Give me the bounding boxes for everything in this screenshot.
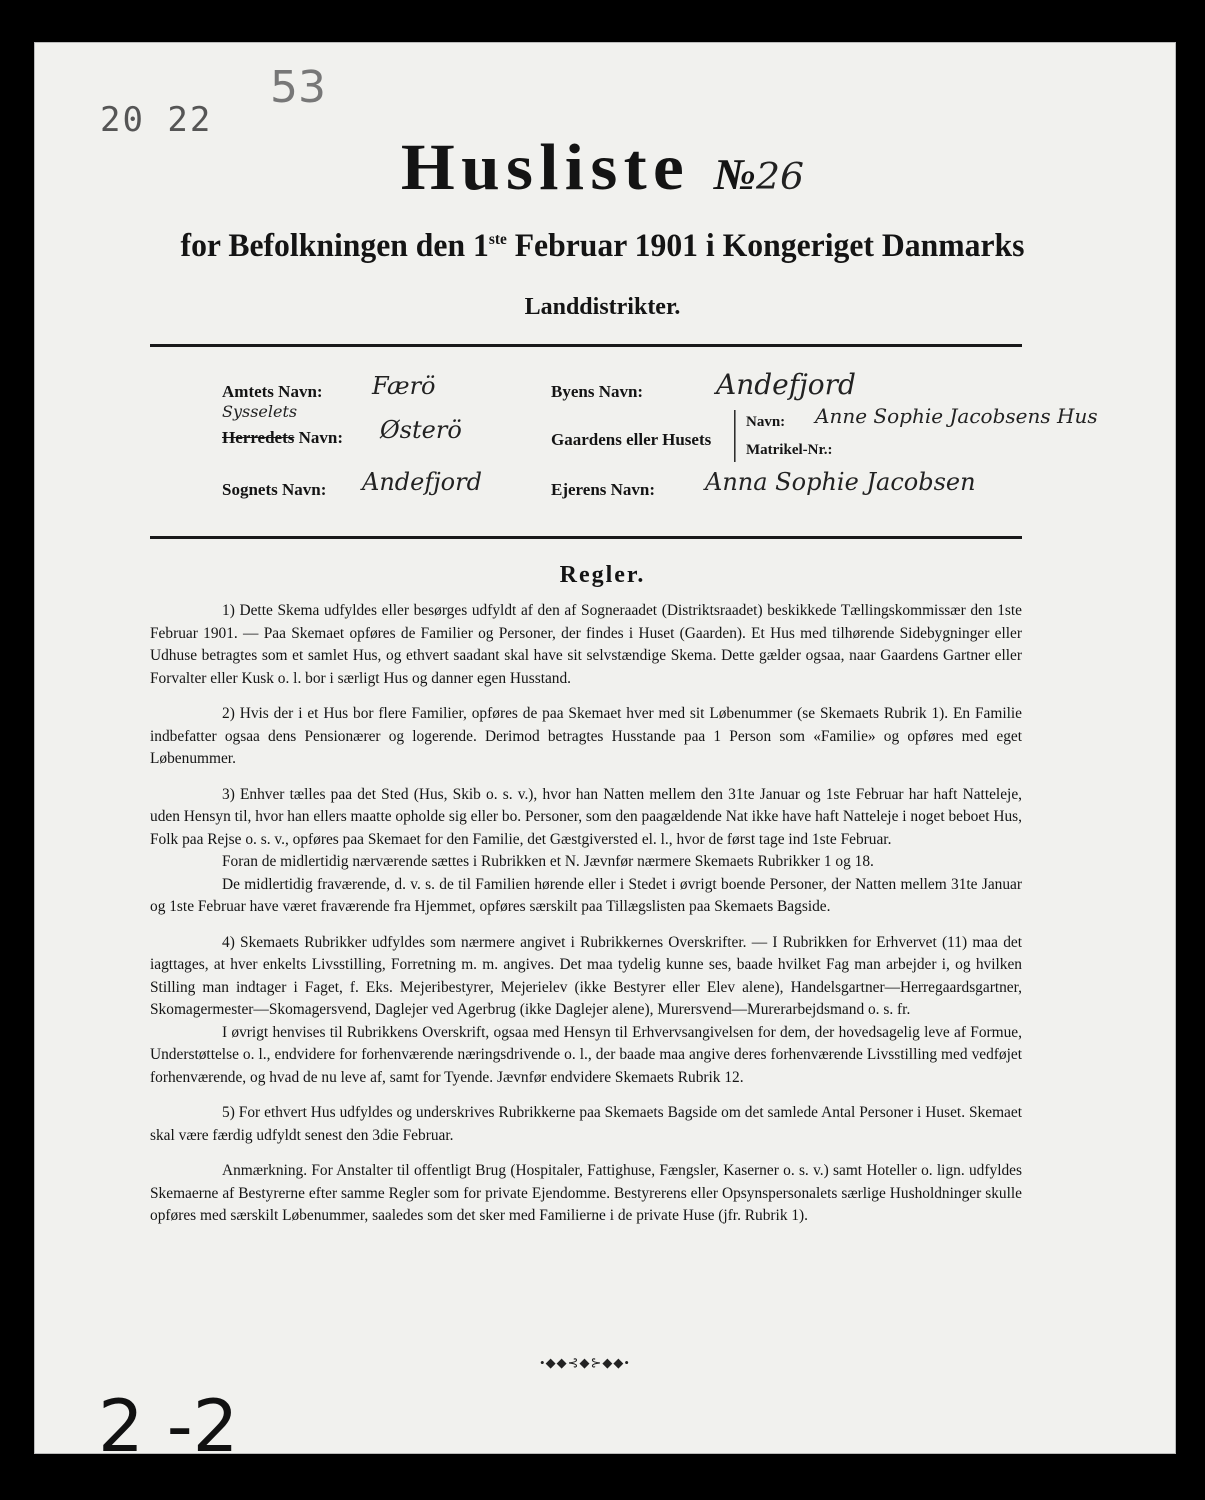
brace-top: | (732, 406, 738, 437)
gaard-label: Gaardens eller Husets (551, 430, 712, 449)
page-title (0, 130, 1205, 206)
archive-stamp-numbers: 20 22 (100, 100, 213, 140)
rule-paragraph: 4) Skemaets Rubrikker udfyldes som nærmere angivet i Rubrikkernes Overskrifter. — I Rubrikken for Erhvervet (11) maa det iagttages, at hver enkelts Livsstilling, Forretning m. m. angives. Det maa tydelig kunne ses, baade hvilket Fag man arbejder i, og hvilken Stilling man indtager i Faget, f. Eks. Mejeribestyrer, Mejerielev (ikke Bestyrer eller Elev alene), Handelsgartner—Herregaardsgartner, Skomagermester—Skomagersvend, Daglejer ved Agerbrug (ikke Daglejer alene), Murersvend—Murerarbejdsmand o. s. fr. (150, 933, 1022, 1018)
brace-bottom: | (732, 432, 738, 463)
rules-heading: Regler. (559, 562, 646, 588)
ejer-value: Anna Sophie Jacobsen (705, 468, 976, 496)
handwritten-page-mark: 2 -2 (98, 1384, 239, 1468)
district-heading: Landdistrikter. (524, 294, 681, 320)
middle-divider (150, 536, 1022, 539)
rule-paragraph: De midlertidig fraværende, d. v. s. de til Familien hørende eller i Stedet i øvrigt boende Personer, der Natten mellem 31te Januar og 1ste Februar have været fraværende fra Hjemmet, opføres særskilt paa Tillægslisten paa Skemaets Bagside. (150, 875, 1022, 915)
pencil-number: 53 (270, 62, 326, 113)
rule-paragraph: Foran de midlertidig nærværende sættes i Rubrikken et N. Jævnfør nærmere Skemaets Rubrikker 1 og 18. (222, 853, 874, 870)
herred-overwrite: Sysselets (222, 402, 298, 421)
matrikel-label: Matrikel-Nr.: (746, 442, 833, 458)
sogn-label: Sognets Navn: (222, 480, 327, 499)
herred-struck-word: Herredets (222, 428, 295, 447)
herred-label (222, 428, 343, 448)
ejer-label: Ejerens Navn: (551, 480, 656, 499)
sogn-value: Andefjord (362, 468, 482, 496)
rule-paragraph: 1) Dette Skema udfyldes eller besørges udfyldt af den af Sogneraadet (Distriktsraadet) beskikkede Tællingskommissær den 1ste Februar 1901. — Paa Skemaet opføres de Familier og Personer, der findes i Huset (Gaarden). Et Hus med tilhørende Sidebygninger eller Udhuse betragtes som et samlet Hus, og ethvert saadant skal have sit selvstændige Skema. Dette gælder ogsaa, naar Gaardens Gartner eller Forvalter eller Kusk o. l. bor i særligt Hus og danner egen Husstand. (150, 602, 1022, 687)
rule-paragraph: 3) Enhver tælles paa det Sted (Hus, Skib o. s. v.), hvor han Natten mellem den 31te Januar og 1ste Februar har haft Natteleje, uden Hensyn til, hvor han ellers maatte opholde sig eller bo. Personer, som den paagældende Nat ikke have haft Natteleje i noget beboet Hus, Folk paa Rejse o. s. v., opføres paa Skemaet for den Familie, det Gæstgiversted el. l., hvor de først tage ind 1ste Februar. (150, 785, 1022, 848)
herred-label-suffix: Navn: (294, 428, 344, 447)
navn-value: Anne Sophie Jacobsens Hus (815, 404, 1098, 428)
household-number: 26 (755, 157, 805, 198)
note-paragraph: Anmærkning. For Anstalter til offentligt Brug (Hospitaler, Fattighuse, Fængsler, Kaserner o. s. v.) samt Hoteller o. lign. udfyldes Skemaerne af Bestyrerne efter samme Regler som for private Ejendomme. Bestyrerens eller Opsynspersonalets særlige Husholdninger skulle opføres med særskilt Løbenummer, saaledes som det sker med Familierne i de private Huse (jfr. Rubrik 1). (150, 1162, 1022, 1224)
rule-paragraph: 5) For ethvert Hus udfyldes og underskrives Rubrikkerne paa Skemaets Bagside om det samlede Antal Personer i Huset. Skemaet skal være færdig udfyldt senest den 3die Februar. (150, 1104, 1022, 1144)
subtitle (24, 228, 1181, 265)
top-divider (150, 344, 1022, 347)
subtitle-part-a: for Befolkningen den 1 (180, 228, 489, 264)
by-value: Andefjord (716, 368, 856, 401)
number-sign: № (713, 150, 756, 199)
rule-paragraph: I øvrigt henvises til Rubrikkens Overskrift, ogsaa med Hensyn til Erhvervsangivelsen for dem, der hovedsagelig leve af Formue, Understøttelse o. l., endvidere for forhenværende næringsdrivende o. l., der baade maa angive deres forhenværende Livsstilling med vedføjet forhenværende, og hvad de nu leve af, samt for Tyende. Jævnfør endvidere Skemaets Rubrik 12. (150, 1023, 1022, 1086)
subtitle-part-b: Februar 1901 i Kongeriget Danmarks (506, 228, 1025, 264)
rules-body (150, 600, 1022, 1241)
by-label: Byens Navn: (551, 382, 644, 401)
rule-paragraph: 2) Hvis der i et Hus bor flere Familier, opføres de paa Skemaet hver med sit Løbenummer (se Skemaets Rubrik 1). En Familie indbefatter ogsaa dens Pensionærer og logerende. Derimod betragtes Husstande paa 1 Person som «Familie» og opføres med eget Løbenummer. (150, 705, 1022, 767)
herred-value: Østerö (380, 416, 462, 444)
closing-ornament: •◆◆⊰◆⊱◆◆• (540, 1355, 630, 1370)
subtitle-superscript: ste (488, 231, 507, 248)
title-text: Husliste (400, 131, 691, 204)
amt-label: Amtets Navn: (222, 382, 323, 401)
amt-value: Færö (372, 372, 436, 400)
navn-label: Navn: (746, 414, 786, 430)
